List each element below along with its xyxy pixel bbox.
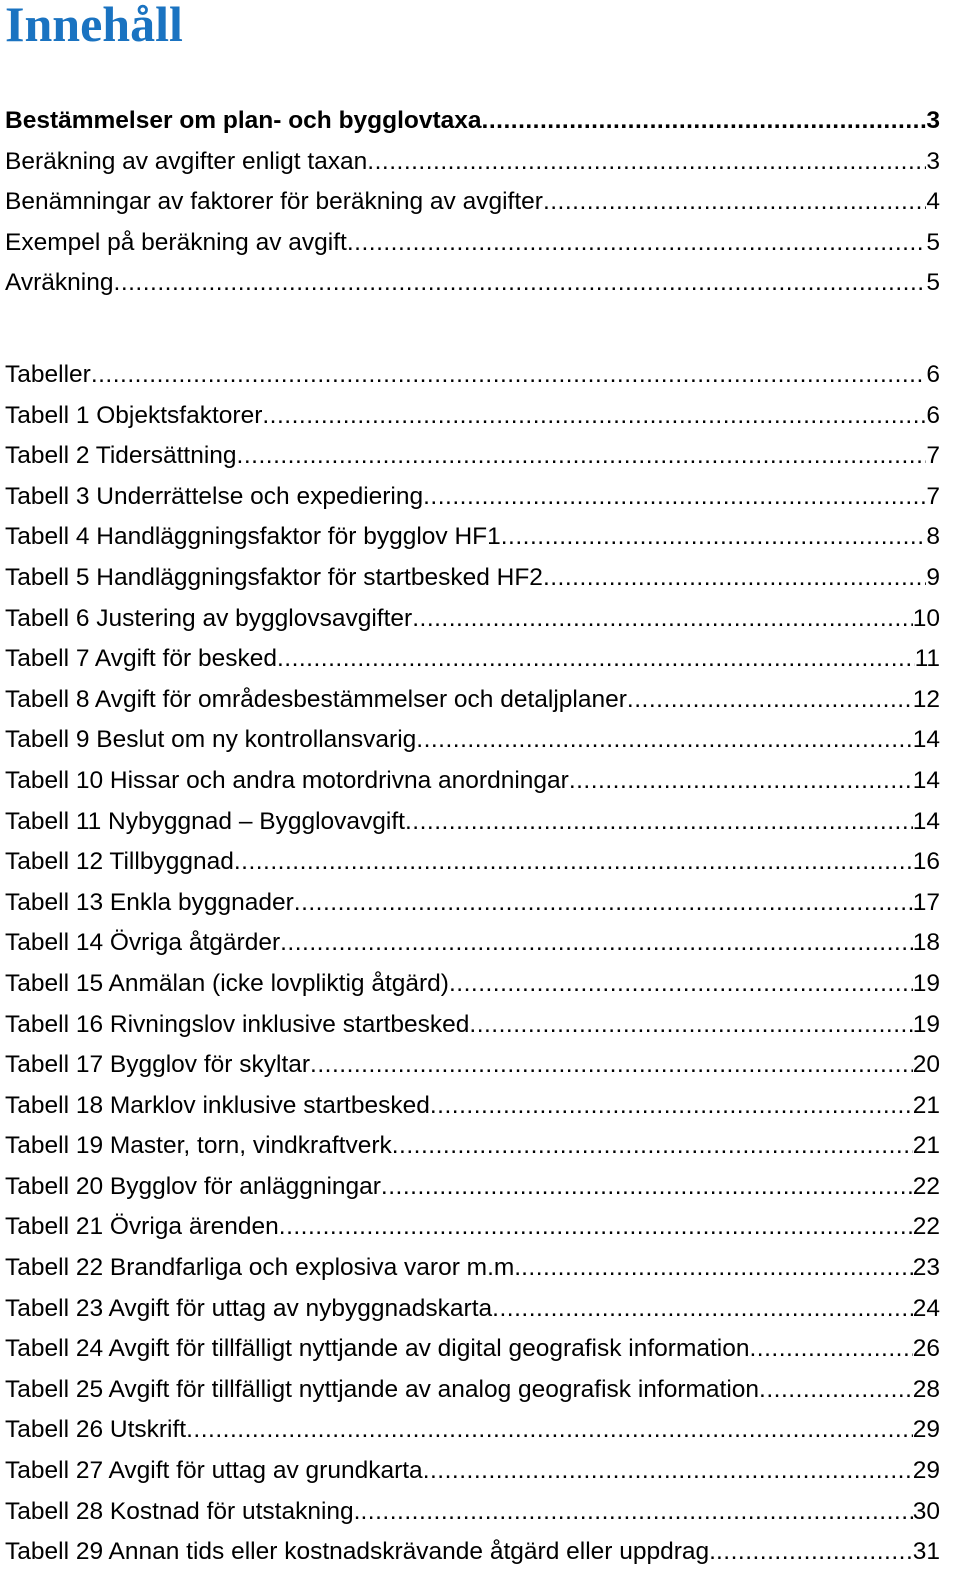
- toc-entry-label: Tabell 12 Tillbyggnad: [5, 848, 234, 876]
- toc-entry-label: Tabell 23 Avgift för uttag av nybyggnadskarta: [5, 1294, 493, 1322]
- toc-entry-label: Tabell 7 Avgift för besked: [5, 645, 277, 673]
- toc-entry[interactable]: [5, 142, 940, 183]
- toc-entry-label: Tabell 21 Övriga ärenden: [5, 1213, 279, 1241]
- toc-dot-leader: [543, 182, 926, 223]
- toc-entry[interactable]: [5, 1045, 940, 1086]
- toc-page-number: 24: [912, 1294, 940, 1322]
- toc-page-number: 30: [912, 1497, 940, 1525]
- toc-page-number: 23: [912, 1254, 940, 1282]
- toc-page-number: 3: [926, 147, 940, 175]
- toc-entry-label: Tabell 1 Objektsfaktorer: [5, 401, 263, 429]
- toc-entry-label: Tabell 6 Justering av bygglovsavgifter: [5, 604, 413, 632]
- toc-entry-label: Tabell 3 Underrättelse och expediering: [5, 482, 424, 510]
- toc-entry-label: Tabell 27 Avgift för uttag av grundkarta: [5, 1457, 423, 1485]
- toc-entry-label: Tabell 25 Avgift för tillfälligt nyttjande av analog geografisk information: [5, 1375, 760, 1403]
- toc-entry[interactable]: [5, 1126, 940, 1167]
- toc-entry[interactable]: [5, 1167, 940, 1208]
- toc-dot-leader: [186, 1410, 913, 1451]
- toc-page-number: 14: [912, 807, 940, 835]
- toc-entry-label: Bestämmelser om plan- och bygglovtaxa: [5, 107, 482, 134]
- toc-entry-label: Tabell 13 Enkla byggnader: [5, 888, 294, 916]
- toc-page-number: 4: [926, 188, 940, 216]
- toc-entry-label: Tabell 9 Beslut om ny kontrollansvarig: [5, 726, 417, 754]
- toc-dot-leader: [405, 802, 913, 843]
- toc-dot-leader: [501, 517, 927, 558]
- toc-entry[interactable]: [5, 923, 940, 964]
- toc-entry[interactable]: [5, 964, 940, 1005]
- toc-page-number: 14: [912, 766, 940, 794]
- toc-dot-leader: [310, 1045, 913, 1086]
- toc-page-number: 21: [912, 1132, 940, 1160]
- toc-page-number: 22: [912, 1172, 940, 1200]
- toc-dot-leader: [294, 883, 913, 924]
- toc-dot-leader: [750, 1329, 913, 1370]
- toc-dot-leader: [237, 436, 927, 477]
- toc-entry-label: Tabell 5 Handläggningsfaktor för startbesked HF2: [5, 563, 543, 591]
- toc-page-number: 8: [926, 523, 940, 551]
- toc-entry-label: Tabell 2 Tidersättning: [5, 442, 237, 470]
- toc-page-number: 19: [912, 1010, 940, 1038]
- toc-entry[interactable]: [5, 761, 940, 802]
- toc-entry[interactable]: [5, 1289, 940, 1330]
- toc-page-number: 6: [926, 401, 940, 429]
- toc-dot-leader: [234, 842, 913, 883]
- toc-dot-leader: [569, 761, 913, 802]
- toc-entry-label: Tabell 4 Handläggningsfaktor för bygglov HF1: [5, 523, 501, 551]
- toc-entry[interactable]: [5, 680, 940, 721]
- toc-entry[interactable]: [5, 355, 940, 396]
- toc-page-number: 19: [912, 969, 940, 997]
- toc-entry[interactable]: [5, 263, 940, 304]
- toc-entry-label: Tabell 29 Annan tids eller kostnadskrävande åtgärd eller uppdrag.: [5, 1538, 716, 1566]
- toc-page-number: 7: [926, 482, 940, 510]
- toc-entry[interactable]: [5, 1492, 940, 1533]
- toc-dot-leader: [381, 1167, 913, 1208]
- toc-entry[interactable]: [5, 883, 940, 924]
- toc-entry-label: Tabell 22 Brandfarliga och explosiva varor m.m.: [5, 1254, 522, 1282]
- toc-dot-leader: [347, 223, 927, 264]
- toc-dot-leader: [423, 1451, 913, 1492]
- toc-page-number: 22: [912, 1213, 940, 1241]
- toc-page-number: 5: [926, 228, 940, 256]
- toc-entry-label: Tabell 19 Master, torn, vindkraftverk: [5, 1132, 392, 1160]
- toc-dot-leader: [416, 720, 912, 761]
- toc-entry-label: Tabell 8 Avgift för områdesbestämmelser och detaljplaner: [5, 685, 627, 713]
- toc-dot-leader: [716, 1532, 913, 1573]
- toc-dot-leader: [114, 263, 927, 304]
- toc-entry[interactable]: [5, 1532, 940, 1573]
- toc-dot-leader: [392, 1126, 913, 1167]
- toc-page-number: 31: [912, 1538, 940, 1566]
- toc-entry-label: Exempel på beräkning av avgift: [5, 228, 347, 256]
- toc-dot-leader: [521, 1248, 913, 1289]
- toc-page-number: 5: [926, 269, 940, 297]
- toc-dot-leader: [469, 1005, 912, 1046]
- toc-page-number: 26: [912, 1335, 940, 1363]
- toc-entry[interactable]: [5, 101, 940, 142]
- toc-entry[interactable]: [5, 720, 940, 761]
- toc-page-number: 29: [912, 1416, 940, 1444]
- toc-page-number: 7: [926, 442, 940, 470]
- toc-dot-leader: [360, 1492, 912, 1533]
- toc-page-number: 11: [914, 645, 940, 673]
- toc-entry[interactable]: [5, 1410, 940, 1451]
- toc-dot-leader: [492, 1289, 913, 1330]
- toc-dot-leader: [279, 1207, 913, 1248]
- toc-entry[interactable]: [5, 1329, 940, 1370]
- toc-entry[interactable]: [5, 1005, 940, 1046]
- toc-entry[interactable]: [5, 182, 940, 223]
- toc-entry-label: Tabell 10 Hissar och andra motordrivna anordningar: [5, 766, 569, 794]
- toc-dot-leader: [430, 1086, 913, 1127]
- toc-dot-leader: [367, 142, 926, 183]
- toc-entry[interactable]: [5, 517, 940, 558]
- toc-page-number: 9: [926, 563, 940, 591]
- toc-dot-leader: [91, 355, 927, 396]
- toc-dot-leader: [627, 680, 913, 721]
- toc-section-tables: [5, 355, 940, 1573]
- toc-entry[interactable]: [5, 223, 940, 264]
- toc-page-number: 17: [912, 888, 940, 916]
- toc-dot-leader: [280, 923, 913, 964]
- toc-entry-label: Tabell 17 Bygglov för skyltar: [5, 1051, 311, 1079]
- toc-page-number: 10: [912, 604, 940, 632]
- toc-page-number: 3: [926, 107, 940, 134]
- toc-entry-label: Tabell 14 Övriga åtgärder: [5, 929, 281, 957]
- toc-entry[interactable]: [5, 1207, 940, 1248]
- toc-entry[interactable]: [5, 1086, 940, 1127]
- toc-dot-leader: [262, 396, 926, 437]
- toc-entry[interactable]: [5, 599, 940, 640]
- toc-page-number: 29: [912, 1457, 940, 1485]
- toc-entry[interactable]: [5, 436, 940, 477]
- toc-section-intro: [5, 101, 940, 304]
- toc-entry-label: Tabell 16 Rivningslov inklusive startbesked: [5, 1010, 470, 1038]
- toc-page-number: 12: [912, 685, 940, 713]
- toc-dot-leader: [423, 477, 926, 518]
- toc-entry-label: Tabell 24 Avgift för tillfälligt nyttjande av digital geografisk information: [5, 1335, 750, 1363]
- toc-entry[interactable]: [5, 802, 940, 843]
- toc-entry-label: Tabell 26 Utskrift: [5, 1416, 187, 1444]
- toc-entry[interactable]: [5, 639, 940, 680]
- toc-page-number: 28: [912, 1375, 940, 1403]
- toc-entry[interactable]: [5, 1451, 940, 1492]
- toc-dot-leader: [449, 964, 913, 1005]
- toc-entry[interactable]: [5, 396, 940, 437]
- toc-entry[interactable]: [5, 477, 940, 518]
- toc-entry-label: Tabell 11 Nybyggnad – Bygglovavgift: [5, 807, 405, 835]
- toc-dot-leader: [543, 558, 926, 599]
- toc-entry[interactable]: [5, 1248, 940, 1289]
- page-title: Innehåll: [5, 0, 183, 52]
- toc-entry[interactable]: [5, 558, 940, 599]
- toc-entry[interactable]: [5, 842, 940, 883]
- toc-entry-label: Beräkning av avgifter enligt taxan: [5, 147, 368, 175]
- toc-dot-leader: [412, 599, 913, 640]
- toc-dot-leader: [277, 639, 915, 680]
- toc-entry-label: Tabeller: [5, 361, 91, 388]
- toc-entry-label: Benämningar av faktorer för beräkning av avgifter: [5, 188, 543, 216]
- toc-entry-label: Tabell 15 Anmälan (icke lovpliktig åtgärd): [5, 969, 449, 997]
- toc-dot-leader: [482, 101, 927, 142]
- toc-entry-label: Avräkning: [5, 269, 114, 297]
- toc-entry-label: Tabell 20 Bygglov för anläggningar: [5, 1172, 381, 1200]
- toc-page-number: 14: [912, 726, 940, 754]
- toc-entry-label: Tabell 28 Kostnad för utstakning.: [5, 1497, 361, 1525]
- toc-page-number: 16: [912, 848, 940, 876]
- toc-entry[interactable]: [5, 1370, 940, 1411]
- toc-entry-label: Tabell 18 Marklov inklusive startbesked: [5, 1091, 430, 1119]
- toc-page-number: 6: [926, 361, 940, 388]
- toc-page-number: 18: [912, 929, 940, 957]
- toc-dot-leader: [759, 1370, 913, 1411]
- toc-page-number: 21: [912, 1091, 940, 1119]
- toc-page-number: 20: [912, 1051, 940, 1079]
